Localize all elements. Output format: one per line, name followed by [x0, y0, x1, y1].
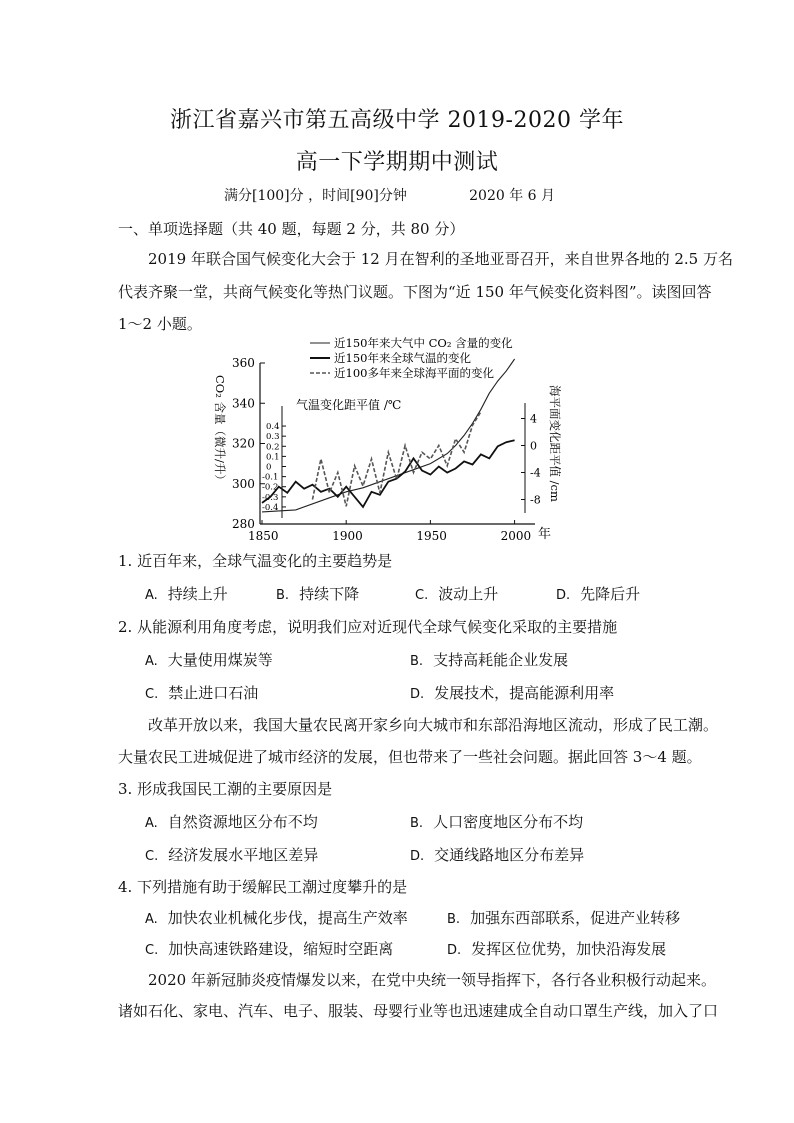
sea-tick-label: 4	[530, 412, 537, 426]
q2-option-c[interactable]	[145, 682, 258, 703]
q1-option-c[interactable]	[415, 583, 498, 604]
exam-title-line1: 浙江省嘉兴市第五高级中学 2019-2020 学年	[170, 108, 624, 133]
co2-series-line	[262, 359, 515, 512]
temp-tick-label: 0.1	[266, 452, 280, 463]
q3-option-c[interactable]	[145, 844, 318, 865]
legend-temp: 近150年来全球气温的变化	[334, 351, 471, 365]
passage3-line2: 诸如石化、家电、汽车、电子、服装、母婴行业等也迅速建成全自动口罩生产线，加入了口	[118, 1002, 719, 1020]
option-letter: B.	[276, 588, 290, 603]
temp-axis-title: 气温变化距平值 /℃	[296, 398, 402, 412]
option-text: 经济发展水平地区差异	[168, 846, 319, 864]
option-text: 加强东西部联系，促进产业转移	[470, 909, 681, 927]
q1-option-d[interactable]	[556, 583, 640, 604]
q4-option-b[interactable]	[447, 907, 680, 928]
q4-option-a[interactable]	[145, 907, 408, 928]
temp-tick-label: -0.1	[262, 472, 279, 483]
sea-tick-label: -4	[530, 466, 541, 480]
passage1-line2: 代表齐聚一堂，共商气候变化等热门议题。下图为“近 150 年气候变化资料图”。读图回答	[118, 283, 712, 301]
legend-sea: 近100多年来全球海平面的变化	[334, 366, 494, 380]
option-letter: A.	[145, 912, 158, 927]
option-text: 支持高耗能企业发展	[433, 651, 569, 669]
exam-title-line2: 高一下学期期中测试	[295, 150, 499, 175]
option-text: 持续下降	[299, 585, 360, 603]
passage1-line3: 1～2 小题。	[118, 315, 202, 333]
q3-option-a[interactable]	[145, 811, 318, 832]
option-letter: D.	[410, 687, 425, 702]
x-axis-title: 年	[538, 527, 552, 542]
temp-tick-label: 0	[266, 462, 272, 473]
q1-option-b[interactable]	[276, 583, 359, 604]
chart-legend	[310, 336, 513, 380]
option-letter: D.	[410, 849, 425, 864]
option-text: 波动上升	[438, 585, 499, 603]
temp-tick-label: 0.4	[266, 422, 280, 433]
co2-tick-label: 360	[232, 356, 255, 370]
option-text: 先降后升	[580, 585, 641, 603]
temp-tick-label: -0.4	[262, 502, 279, 513]
temp-tick-label: -0.3	[262, 492, 279, 503]
question-2-stem: 2. 从能源利用角度考虑，说明我们应对近现代全球气候变化采取的主要措施	[118, 618, 618, 636]
option-text: 人口密度地区分布不均	[433, 813, 584, 831]
q2-option-d[interactable]	[410, 682, 614, 703]
co2-tick-label: 320	[232, 436, 255, 451]
passage2-line1: 改革开放以来，我国大量农民离开家乡向大城市和东部沿海地区流动，形成了民工潮。	[148, 716, 719, 734]
co2-tick-label: 280	[232, 517, 255, 531]
option-text: 大量使用煤炭等	[167, 651, 273, 669]
x-tick-label: 1950	[416, 529, 447, 543]
question-3-stem: 3. 形成我国民工潮的主要原因是	[118, 780, 333, 798]
option-text: 加快高速铁路建设，缩短时空距离	[168, 940, 394, 958]
co2-tick-label: 300	[232, 476, 255, 491]
passage1-line1: 2019 年联合国气候变化大会于 12 月在智利的圣地亚哥召开，来自世界各地的 2.5 万名	[148, 250, 733, 268]
option-letter: C.	[415, 588, 429, 603]
climate-change-chart	[210, 333, 580, 543]
temp-tick-label: 0.3	[266, 432, 280, 443]
sea-axis-title: 海平面变化距平值 /cm	[548, 385, 562, 502]
question-4-stem: 4. 下列措施有助于缓解民工潮过度攀升的是	[118, 878, 408, 896]
passage2-line2: 大量农民工进城促进了城市经济的发展，但也带来了一些社会问题。据此回答 3～4 题。	[118, 748, 702, 766]
exam-meta: 满分[100]分 ，时间[90]分钟 2020 年 6 月	[224, 188, 556, 204]
sea-tick-label: -8	[530, 493, 541, 507]
q3-option-b[interactable]	[410, 811, 583, 832]
q1-option-a[interactable]	[145, 583, 228, 604]
temp-tick-label: 0.2	[266, 442, 280, 453]
q2-option-a[interactable]	[145, 649, 273, 670]
option-text: 发展技术，提高能源利用率	[434, 684, 615, 702]
temp-tick-label: -0.2	[262, 482, 279, 493]
section-heading: 一、单项选择题（共 40 题，每题 2 分，共 80 分）	[118, 220, 465, 238]
q2-option-b[interactable]	[410, 649, 568, 670]
option-text: 自然资源地区分布不均	[167, 813, 318, 831]
question-1-stem: 1. 近百年来，全球气温变化的主要趋势是	[118, 552, 393, 570]
legend-co2: 近150年来大气中 CO₂ 含量的变化	[334, 336, 513, 350]
option-letter: B.	[410, 816, 424, 831]
option-text: 发挥区位优势，加快沿海发展	[471, 940, 667, 958]
passage3-line1: 2020 年新冠肺炎疫情爆发以来，在党中央统一领导指挥下，各行各业积极行动起来。	[148, 971, 716, 989]
option-letter: A.	[145, 816, 158, 831]
sea-tick-label: 0	[530, 439, 537, 453]
option-text: 交通线路地区分布差异	[434, 846, 585, 864]
co2-tick-label: 340	[232, 396, 255, 411]
option-letter: B.	[447, 912, 461, 927]
option-letter: C.	[145, 943, 159, 958]
option-letter: A.	[145, 654, 158, 669]
q3-option-d[interactable]	[410, 844, 584, 865]
sea-level-series-line	[313, 412, 481, 507]
x-tick-label: 1900	[332, 529, 363, 543]
option-letter: C.	[145, 849, 159, 864]
x-tick-label: 1850	[248, 529, 279, 543]
q4-option-d[interactable]	[447, 938, 666, 959]
option-text: 加快农业机械化步伐，提高生产效率	[167, 909, 408, 927]
option-letter: A.	[145, 588, 158, 603]
option-letter: D.	[447, 943, 462, 958]
co2-axis-title: CO₂ 含量（微升/升）	[213, 375, 227, 486]
option-letter: D.	[556, 588, 571, 603]
x-tick-label: 2000	[500, 529, 532, 543]
q4-option-c[interactable]	[145, 938, 393, 959]
option-text: 持续上升	[167, 585, 228, 603]
option-letter: C.	[145, 687, 159, 702]
option-text: 禁止进口石油	[168, 684, 259, 702]
option-letter: B.	[410, 654, 424, 669]
